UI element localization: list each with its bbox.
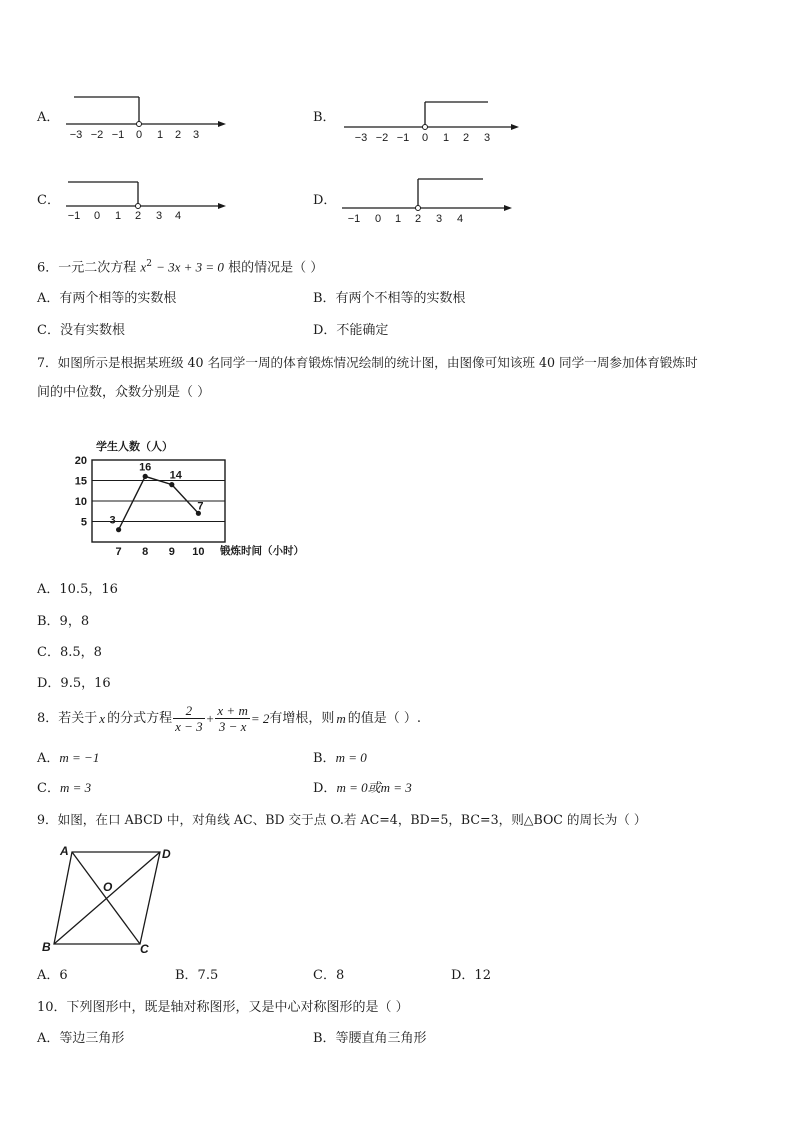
tick-label: 2	[134, 210, 142, 222]
q6-option-c: C．没有实数根	[37, 323, 125, 338]
q6-stem-suffix: 根的情况是（ ）	[228, 260, 324, 276]
q5-option-d-number-line	[338, 173, 523, 231]
y-tick-label: 10	[74, 496, 87, 508]
q9-option-d: D．12	[451, 968, 491, 983]
q6-equation-rest: − 3x + 3 = 0	[156, 259, 224, 275]
y-tick-label: 15	[74, 475, 87, 488]
q5-option-a-label: A．	[37, 110, 60, 125]
q6-stem-prefix: 6．一元二次方程	[37, 260, 137, 276]
x-tick-label: 7	[115, 546, 122, 558]
chart-x-ticks	[116, 546, 205, 558]
chart-y-axis-label: 学生人数（人）	[96, 441, 173, 453]
q6-option-a: A．有两个相等的实数根	[37, 291, 177, 306]
q7-stem-line2: 间的中位数，众数分别是（ ）	[37, 385, 211, 400]
x-tick-label: 8	[142, 546, 149, 558]
q8-fraction-1-denominator: x − 3	[175, 719, 203, 734]
tick-label: 1	[442, 132, 450, 144]
tick-label: 0	[135, 129, 143, 141]
data-label: 3	[109, 514, 116, 527]
q6-equation-x: x	[140, 259, 147, 275]
center-label-o: O	[103, 880, 113, 894]
tick-label: 3	[155, 210, 163, 222]
q7-line-chart	[60, 432, 320, 562]
q8-fraction-1-numerator: 2	[173, 703, 205, 719]
q8-option-d-label: D．	[313, 781, 337, 796]
data-label: 14	[169, 469, 182, 482]
q8-equals: = 2	[250, 710, 270, 726]
q8-option-a-expr: m = −1	[59, 750, 100, 765]
q8-option-b	[313, 750, 367, 767]
data-point	[116, 527, 121, 532]
tick-label: 0	[93, 210, 101, 222]
q8-fraction-2	[215, 703, 249, 734]
tick-label: 1	[156, 129, 164, 141]
tick-label: −1	[396, 132, 410, 144]
q8-option-a	[37, 750, 99, 767]
q8-stem	[37, 703, 421, 734]
q7-option-a: A．10.5，16	[37, 582, 118, 597]
q10-option-b: B．等腰直角三角形	[313, 1031, 427, 1046]
q6-equation-exponent: 2	[146, 259, 152, 269]
vertex-label-b: B	[42, 940, 51, 954]
q5-option-c-number-line	[62, 176, 232, 226]
tick-label: 1	[394, 213, 402, 225]
tick-label: 2	[462, 132, 470, 144]
q9-stem: 9．如图，在口 ABCD 中，对角线 AC、BD 交于点 O.若 AC=4，BD=5，BC=3，则△BOC 的周长为（ ）	[37, 812, 647, 827]
tick-label: 2	[174, 129, 182, 141]
q8-option-d-expr: m = 0或m = 3	[336, 780, 412, 795]
q8-option-b-expr: m = 0	[335, 750, 367, 765]
q6-option-d: D．不能确定	[313, 323, 389, 338]
q8-option-c-label: C．	[37, 781, 60, 796]
vertex-label-c: C	[140, 942, 149, 956]
q6-stem	[37, 256, 323, 276]
tick-label: 3	[435, 213, 443, 225]
x-tick-label: 10	[192, 546, 205, 558]
tick-label: −3	[354, 132, 368, 144]
q5-option-b-label: B．	[313, 110, 336, 125]
tick-label: −1	[347, 213, 361, 225]
q8-option-d	[313, 780, 412, 797]
q5-option-c-label: C．	[37, 193, 60, 208]
q5-option-b-number-line	[340, 96, 525, 148]
q8-stem-mid: 的分式方程	[107, 710, 173, 726]
y-tick-label: 20	[74, 455, 87, 467]
q8-stem-suffix2: 的值是（ ）.	[347, 710, 422, 726]
tick-label: 2	[414, 213, 422, 225]
tick-label: −1	[111, 129, 125, 141]
vertex-label-d: D	[162, 847, 171, 861]
tick-label: 0	[421, 132, 429, 144]
q5-option-d-label: D．	[313, 193, 337, 208]
diagonal-ac	[72, 852, 140, 944]
tick-label: 4	[174, 210, 182, 222]
q8-var-m: m	[336, 710, 346, 726]
q8-option-c-expr: m = 3	[59, 780, 92, 795]
tick-label: 1	[114, 210, 122, 222]
data-point	[169, 482, 174, 487]
tick-label: −2	[90, 129, 104, 141]
q8-plus: +	[205, 710, 215, 726]
tick-label: 3	[483, 132, 491, 144]
q8-stem-prefix: 8．若关于	[37, 710, 98, 726]
data-label: 7	[197, 500, 204, 513]
chart-grid	[92, 460, 225, 522]
tick-label: −1	[67, 210, 81, 222]
tick-label: 4	[456, 213, 464, 225]
y-tick-label: 5	[80, 516, 87, 529]
tick-label: −2	[375, 132, 389, 144]
q8-option-a-label: A．	[37, 751, 60, 766]
vertex-label-a: A	[60, 844, 69, 858]
data-point	[143, 474, 148, 479]
q8-option-b-label: B．	[313, 751, 336, 766]
tick-label: 3	[192, 129, 200, 141]
q7-option-b: B．9，8	[37, 614, 90, 629]
data-label: 16	[139, 461, 152, 474]
chart-x-axis-label: 锻炼时间（小时）	[220, 545, 304, 557]
x-tick-label: 9	[168, 546, 175, 558]
q8-var-x: x	[99, 710, 106, 726]
tick-label: −3	[69, 129, 83, 141]
q9-option-c: C．8	[313, 968, 345, 983]
q7-option-d: D．9.5，16	[37, 676, 111, 691]
q10-option-a: A．等边三角形	[37, 1031, 125, 1046]
q8-fraction-2-numerator: x + m	[217, 703, 248, 718]
q8-fraction-1	[173, 703, 205, 734]
q8-option-c	[37, 780, 91, 797]
q8-stem-suffix1: 有增根，则	[269, 710, 335, 726]
chart-y-ticks	[75, 455, 87, 529]
q9-option-a: A．6	[37, 968, 68, 983]
q8-fraction-2-denominator: 3 − x	[218, 719, 247, 734]
q6-option-b: B．有两个不相等的实数根	[313, 291, 466, 306]
tick-label: 0	[374, 213, 382, 225]
q7-option-c: C．8.5，8	[37, 645, 102, 660]
q10-stem: 10．下列图形中，既是轴对称图形，又是中心对称图形的是（ ）	[37, 1000, 409, 1015]
q7-stem-line1: 7．如图所示是根据某班级 40 名同学一周的体育锻炼情况绘制的统计图，由图像可知该班 40 同学一周参加体育锻炼时	[37, 355, 698, 370]
q9-option-b: B．7.5	[175, 968, 219, 983]
q9-parallelogram-figure	[36, 842, 186, 957]
q5-option-a-number-line	[62, 92, 232, 146]
